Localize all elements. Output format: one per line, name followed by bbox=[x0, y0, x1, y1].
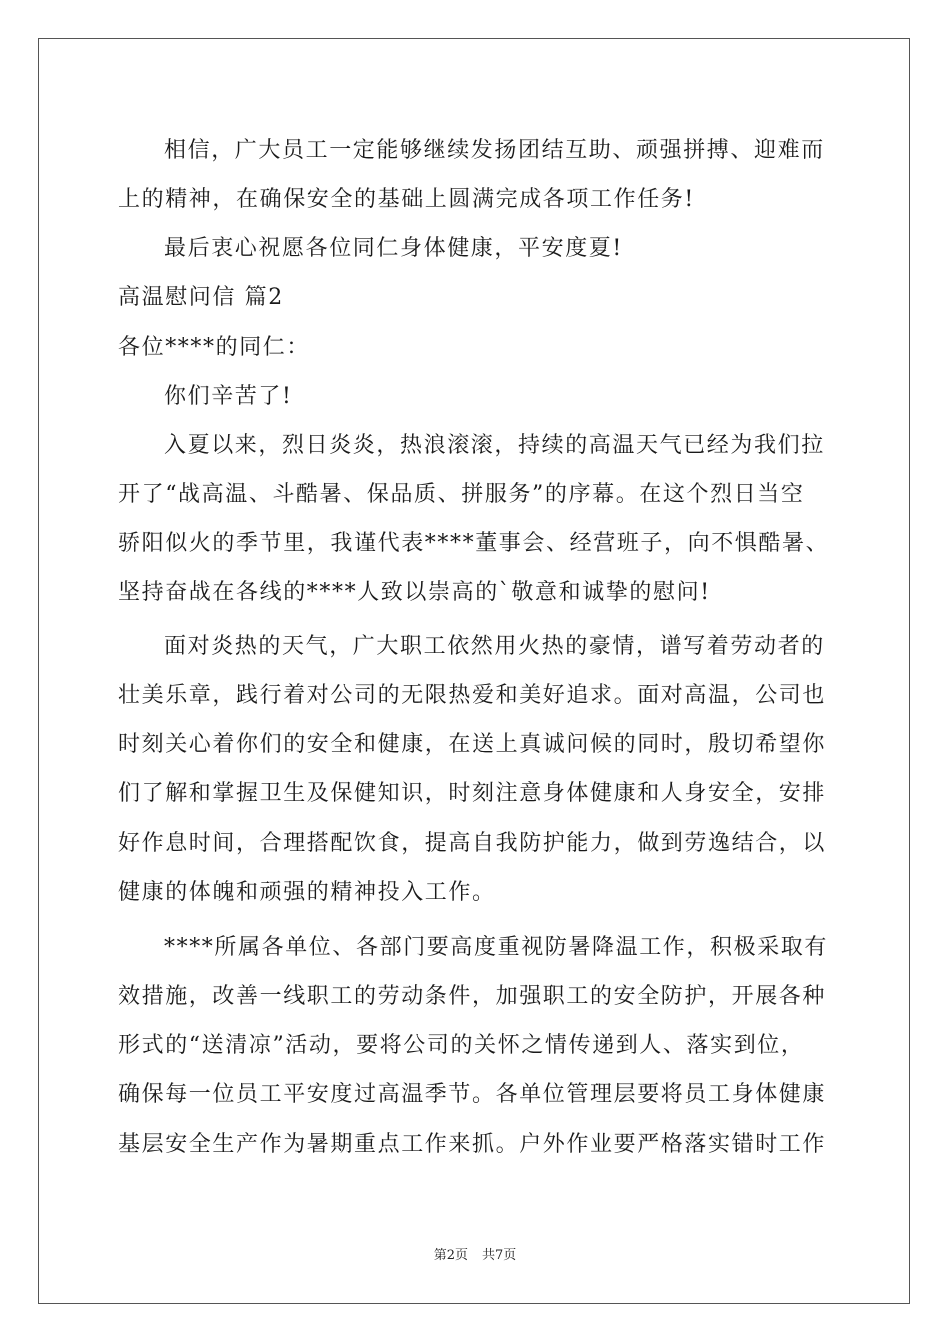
paragraph-4-line-6: 健康的体魄和顽强的精神投入工作。 bbox=[118, 880, 496, 905]
paragraph-3-line-2: 开了“战高温、斗酷暑、保品质、拼服务”的序幕。在这个烈日当空 bbox=[118, 482, 805, 507]
paragraph-3-line-4: 坚持奋战在各线的****人致以崇高的`敬意和诚挚的慰问! bbox=[118, 580, 711, 605]
paragraph-4-line-4: 们了解和掌握卫生及保健知识，时刻注意身体健康和人身安全，安排 bbox=[118, 781, 827, 806]
paragraph-4-line-5: 好作息时间，合理搭配饮食，提高自我防护能力，做到劳逸结合，以 bbox=[118, 831, 827, 856]
page-border bbox=[38, 38, 910, 1304]
section-title: 高温慰问信 篇2 bbox=[118, 285, 284, 310]
paragraph-4-line-1: 面对炎热的天气，广大职工依然用火热的豪情，谱写着劳动者的 bbox=[164, 634, 825, 659]
paragraph-3-line-3: 骄阳似火的季节里，我谨代表****董事会、经营班子，向不惧酷暑、 bbox=[118, 531, 830, 556]
page-number: 第2页 bbox=[433, 1248, 468, 1263]
salutation: 各位****的同仁： bbox=[118, 335, 311, 360]
paragraph-5-line-5: 基层安全生产作为暑期重点工作来抓。户外作业要严格落实错时工作 bbox=[118, 1132, 827, 1157]
paragraph-3-line-1: 入夏以来，烈日炎炎，热浪滚滚，持续的高温天气已经为我们拉 bbox=[164, 433, 825, 458]
page-footer bbox=[0, 1244, 950, 1263]
paragraph-4-line-2: 壮美乐章，践行着对公司的无限热爱和美好追求。面对高温，公司也 bbox=[118, 683, 827, 708]
greeting: 你们辛苦了! bbox=[164, 384, 293, 409]
paragraph-5-line-4: 确保每一位员工平安度过高温季节。各单位管理层要将员工身体健康 bbox=[118, 1082, 827, 1107]
paragraph-5-line-3: 形式的“送清凉”活动，要将公司的关怀之情传递到人、落实到位， bbox=[118, 1033, 805, 1058]
paragraph-5-line-1: ****所属各单位、各部门要高度重视防暑降温工作，积极采取有 bbox=[164, 935, 829, 960]
paragraph-4-line-3: 时刻关心着你们的安全和健康，在送上真诚问候的同时，殷切希望你 bbox=[118, 732, 827, 757]
paragraph-5-line-2: 效措施，改善一线职工的劳动条件，加强职工的安全防护，开展各种 bbox=[118, 984, 827, 1009]
paragraph-1-line-2: 上的精神，在确保安全的基础上圆满完成各项工作任务! bbox=[118, 187, 695, 212]
paragraph-2: 最后衷心祝愿各位同仁身体健康，平安度夏! bbox=[164, 236, 623, 261]
page-total: 共7页 bbox=[482, 1248, 517, 1263]
paragraph-1-line-1: 相信，广大员工一定能够继续发扬团结互助、顽强拼搏、迎难而 bbox=[164, 138, 825, 163]
